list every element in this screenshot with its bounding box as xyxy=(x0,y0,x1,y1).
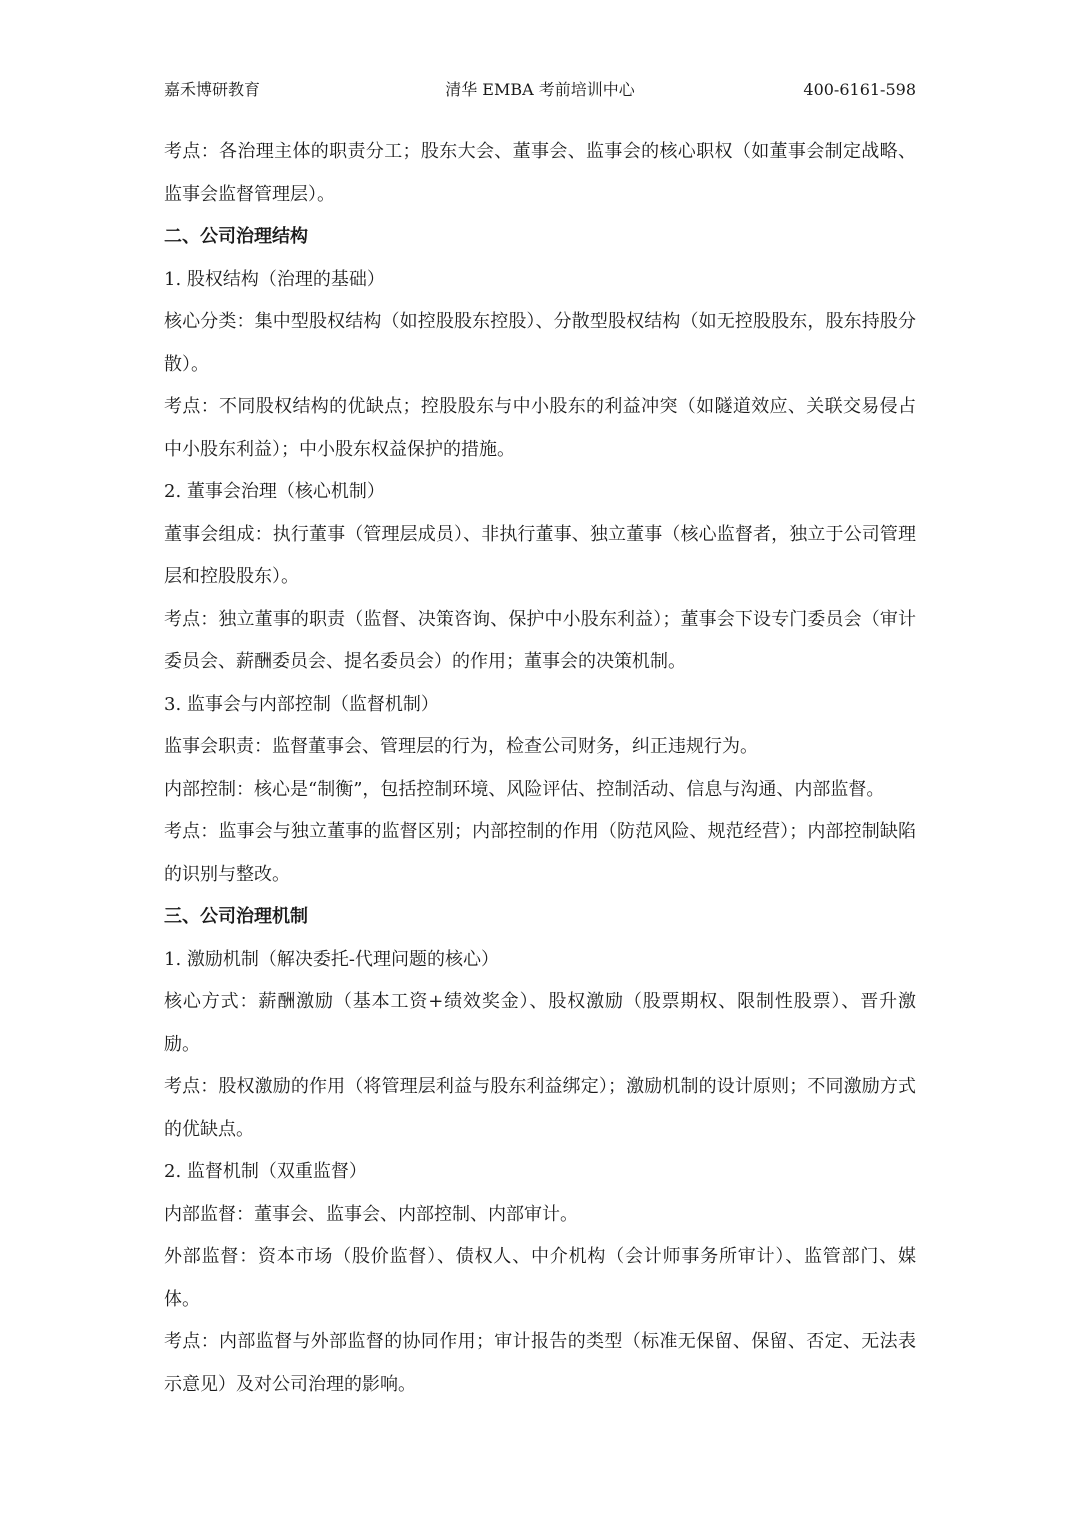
document-body xyxy=(164,131,916,1406)
paragraph-exam-points-governance-bodies: 考点：各治理主体的职责分工；股东大会、董事会、监事会的核心职权（如董事会制定战略、监事会监督管理层）。 xyxy=(164,141,916,205)
paragraph-equity-core-classification: 核心分类：集中型股权结构（如控股股东控股）、分散型股权结构（如无控股股东，股东持股分散）。 xyxy=(164,311,916,375)
subsection-title-equity-structure: 1. 股权结构（治理的基础） xyxy=(164,268,385,290)
header-organization: 嘉禾博研教育 xyxy=(164,80,261,99)
paragraph-supervisory-exam-points: 考点：监事会与独立董事的监督区别；内部控制的作用（防范风险、规范经营）；内部控制缺陷的识别与整改。 xyxy=(164,821,916,885)
paragraph-incentive-core-methods: 核心方式：薪酬激励（基本工资+绩效奖金）、股权激励（股票期权、限制性股票）、晋升激励。 xyxy=(164,991,916,1055)
section-heading-governance-mechanisms: 三、公司治理机制 xyxy=(164,906,308,927)
paragraph-internal-supervision: 内部监督：董事会、监事会、内部控制、内部审计。 xyxy=(164,1203,578,1225)
paragraph-board-composition: 董事会组成：执行董事（管理层成员）、非执行董事、独立董事（核心监督者，独立于公司管理层和控股股东）。 xyxy=(164,523,916,587)
subsection-title-supervisory-board: 3. 监事会与内部控制（监督机制） xyxy=(164,693,439,715)
section-heading-governance-structure: 二、公司治理结构 xyxy=(164,226,308,247)
paragraph-incentive-exam-points: 考点：股权激励的作用（将管理层利益与股东利益绑定）；激励机制的设计原则；不同激励方式的优缺点。 xyxy=(164,1076,916,1140)
subsection-title-supervision-mechanism: 2. 监督机制（双重监督） xyxy=(164,1161,367,1182)
paragraph-supervision-exam-points: 考点：内部监督与外部监督的协同作用；审计报告的类型（标准无保留、保留、否定、无法表示意见）及对公司治理的影响。 xyxy=(164,1331,916,1395)
paragraph-internal-control: 内部控制：核心是“制衡”，包括控制环境、风险评估、控制活动、信息与沟通、内部监督。 xyxy=(164,778,885,800)
page-header xyxy=(164,78,916,102)
header-phone-number: 400-6161-598 xyxy=(803,80,916,99)
paragraph-external-supervision: 外部监督：资本市场（股价监督）、债权人、中介机构（会计师事务所审计）、监管部门、媒体。 xyxy=(164,1246,916,1310)
subsection-title-board-governance: 2. 董事会治理（核心机制） xyxy=(164,481,385,502)
subsection-title-incentive-mechanism: 1. 激励机制（解决委托-代理问题的核心） xyxy=(164,948,499,970)
paragraph-supervisory-duties: 监事会职责：监督董事会、管理层的行为，检查公司财务，纠正违规行为。 xyxy=(164,736,758,757)
paragraph-board-exam-points: 考点：独立董事的职责（监督、决策咨询、保护中小股东利益）；董事会下设专门委员会（审计委员会、薪酬委员会、提名委员会）的作用；董事会的决策机制。 xyxy=(164,608,916,672)
header-program-title: 清华 EMBA 考前培训中心 xyxy=(445,80,635,99)
paragraph-equity-exam-points: 考点：不同股权结构的优缺点；控股股东与中小股东的利益冲突（如隧道效应、关联交易侵占中小股东利益）；中小股东权益保护的措施。 xyxy=(164,396,916,460)
